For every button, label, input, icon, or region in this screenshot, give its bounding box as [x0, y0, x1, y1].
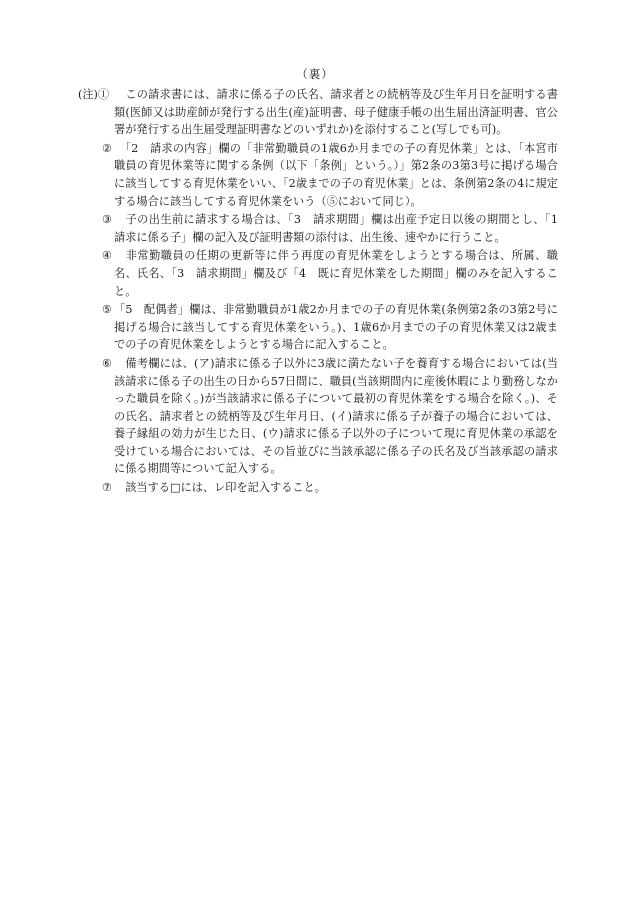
note-text: 備考欄には、(ア)請求に係る子以外に3歳に満たない子を養育する場合においては(当該請求に係る子の出生の日から57日間に、職員(当該期間内に産後休暇により勤務しなかった職員を除く。)が当該請求に係る子について最初の育児休業をする場合を除く。)、その氏名、請求者との続柄等及び生年月日、(イ)請求に係る子が養子の場合においては、養子縁組の効力が生じた日、(ウ)請求に係る子以外の子について現に育児休業の承認を受けている場合においては、その旨並びに当該承認に係る子の氏名及び当該承認の請求に係る期間等について記入する。: [114, 356, 558, 476]
note-item: [78, 211, 570, 246]
note-marker: ⑦: [102, 481, 113, 495]
note-text: 「2 請求の内容」欄の「非常勤職員の1歳6か月までの子の育児休業」とは、「本宮市職員の育児休業等に関する条例（以下「条例」という。）」第2条の3第3号に掲げる場合に該当してする育児休業をいい、「2歳までの子の育児休業」とは、条例第2条の4に規定する場合に該当してする育児休業をいう（⑤において同じ）。: [114, 141, 558, 208]
note-marker: ④: [102, 249, 113, 263]
note-marker: ⑤: [102, 303, 113, 317]
note-marker: ⑥: [102, 356, 113, 370]
note-marker: ③: [102, 213, 113, 227]
note-text: 「5 配偶者」欄は、非常勤職員が1歳2か月までの子の育児休業(条例第2条の3第2号に掲げる場合に該当してする育児休業をいう。)、1歳6か月までの子の育児休業又は2歳までの子の育児休業をしようとする場合に記入すること。: [114, 303, 558, 352]
note-text: 非常勤職員の任期の更新等に伴う再度の育児休業をしようとする場合は、所属、職名、氏名、「3 請求期間」欄及び「4 既に育児休業をした期間」欄のみを記入すること。: [114, 249, 558, 298]
note-marker: (注)①: [78, 88, 110, 101]
note-item: [78, 355, 558, 478]
note-marker: ②: [102, 141, 113, 155]
note-text: 子の出生前に請求する場合は、「3 請求期間」欄は出産予定日以後の期間とし、「1 請求に係る子」欄の記入及び証明書類の添付は、出生後、速やかに行うこと。: [114, 213, 570, 244]
note-item: [78, 86, 558, 139]
note-text: この請求書には、請求に係る子の氏名、請求者との続柄等及び生年月日を証明する書類(医師又は助産師が発行する出生(産)証明書、母子健康手帳の出生届出済証明書、官公署が発行する出生届受理証明書などのいずれか)を添付すること(写しでも可)。: [114, 88, 558, 137]
note-item: [78, 301, 558, 354]
note-item: [78, 140, 558, 210]
note-item: [78, 247, 558, 300]
note-item: [78, 479, 558, 497]
notes-list: [78, 86, 570, 498]
note-text: 該当する□には、レ印を記入すること。: [114, 481, 326, 495]
page-heading: （裏）: [296, 67, 334, 81]
